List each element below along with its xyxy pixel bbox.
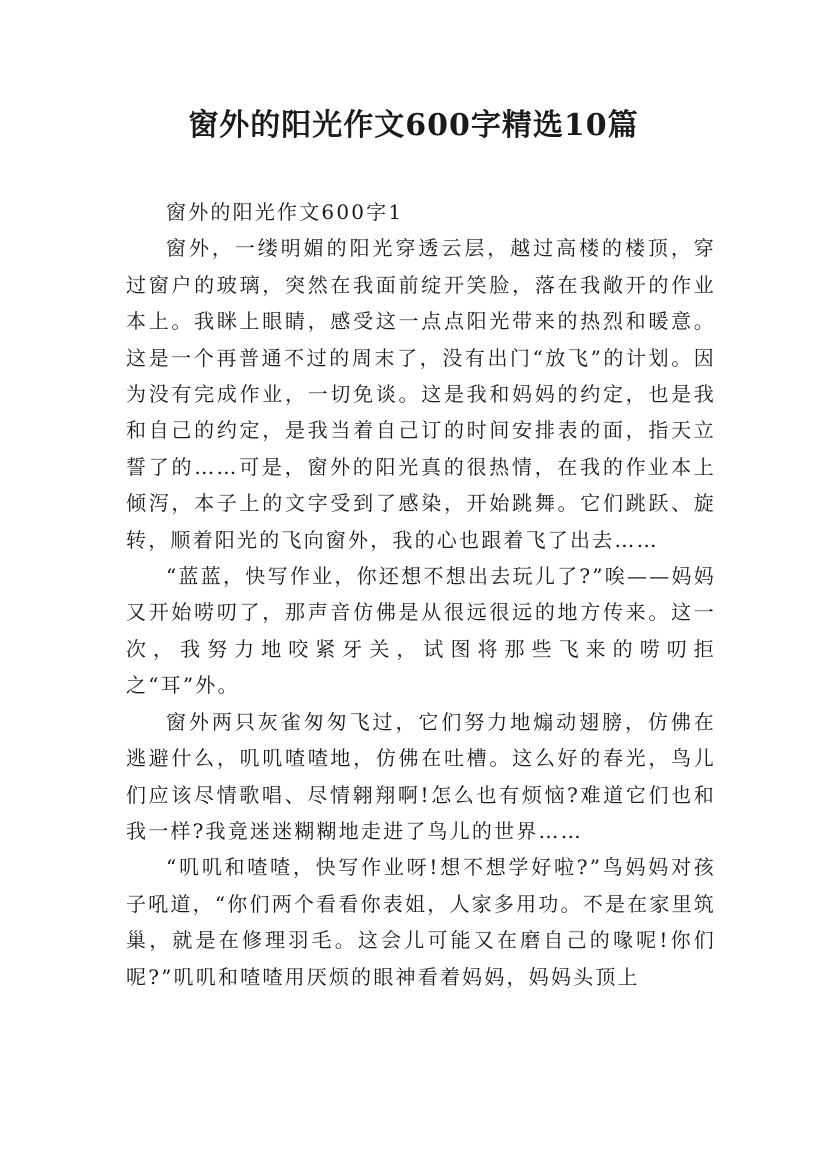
paragraph: “蓝蓝，快写作业，你还想不想出去玩儿了?”唉——妈妈又开始唠叨了，那声音仿佛是从很远很远的地方传来。这一次，我努力地咬紧牙关，试图将那些飞来的唠叨拒之“耳”外。 — [126, 564, 716, 698]
paragraph: “叽叽和喳喳，快写作业呀!想不想学好啦?”鸟妈妈对孩子吼道，“你们两个看看你表姐，人家多用功。不是在家里筑巢，就是在修理羽毛。这会儿可能又在磨自己的喙呢!你们呢?”叽叽和喳喳用厌烦的眼神看着妈妈，妈妈头顶上 — [126, 855, 716, 989]
document-body — [126, 194, 716, 995]
document-title: 窗外的阳光作文600字精选10篇 — [188, 108, 639, 143]
section-heading: 窗外的阳光作文600字1 — [166, 200, 404, 224]
paragraph: 窗外，一缕明媚的阳光穿透云层，越过高楼的楼顶，穿过窗户的玻璃，突然在我面前绽开笑脸，落在我敞开的作业本上。我眯上眼睛，感受这一点点阳光带来的热烈和暖意。这是一个再普通不过的周末了，没有出门“放飞”的计划。因为没有完成作业，一切免谈。这是我和妈妈的约定，也是我和自己的约定，是我当着自己订的时间安排表的面，指天立誓了的……可是，窗外的阳光真的很热情，在我的作业本上倾泻，本子上的文字受到了感染，开始跳舞。它们跳跃、旋转，顺着阳光的飞向窗外，我的心也跟着飞了出去…… — [126, 236, 716, 552]
paragraph: 窗外两只灰雀匆匆飞过，它们努力地煽动翅膀，仿佛在逃避什么，叽叽喳喳地，仿佛在吐槽。这么好的春光，鸟儿们应该尽情歌唱、尽情翱翔啊!怎么也有烦恼?难道它们也和我一样?我竟迷迷糊糊地走进了鸟儿的世界…… — [126, 709, 716, 843]
